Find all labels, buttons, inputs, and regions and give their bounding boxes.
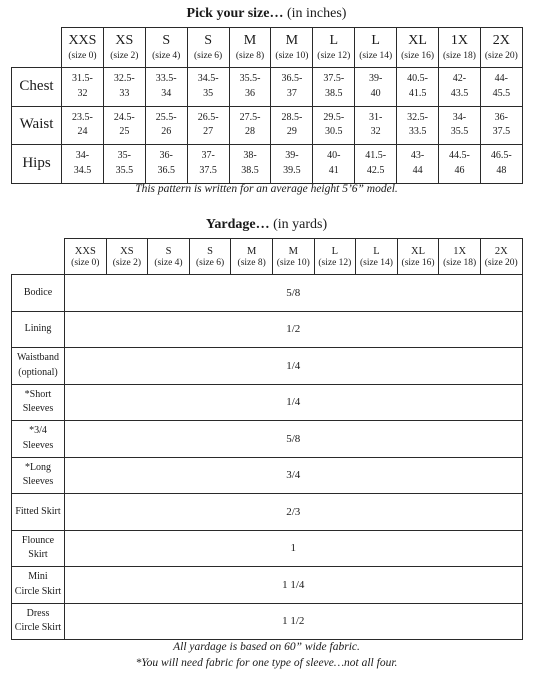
yardage-row <box>12 457 523 494</box>
measurement-range-start: 37.5- <box>323 73 345 85</box>
size-label: 1X <box>453 245 467 257</box>
size-label: XS <box>115 32 134 48</box>
yardage-header-cell <box>65 239 107 275</box>
yardage-row <box>12 530 523 567</box>
size-header-corner <box>12 28 62 68</box>
measurement-cell <box>480 106 522 145</box>
yardage-header-cell <box>272 239 314 275</box>
yardage-row <box>12 567 523 604</box>
measurement-range-end: 43.5 <box>450 87 469 99</box>
size-label: 2X <box>494 245 508 257</box>
garment-piece-label-line: Sleeves <box>22 476 54 488</box>
measurement-cell <box>313 145 355 184</box>
measurement-range-start: 36- <box>159 150 173 162</box>
measurement-range-start: 39- <box>369 73 383 85</box>
measurement-range-end: 38.5 <box>241 164 259 176</box>
yardage-header-cell <box>397 239 439 275</box>
garment-piece-label-line: Bodice <box>23 286 53 298</box>
size-number: (size 14) <box>359 51 393 62</box>
measurement-cell <box>187 106 229 145</box>
size-label: XL <box>411 245 426 257</box>
measurement-range-end: 32 <box>77 87 88 99</box>
garment-piece-label-line: (optional) <box>18 366 58 378</box>
yardage-header-cell <box>439 239 481 275</box>
yardage-header-cell <box>480 239 522 275</box>
measurement-cell <box>103 68 145 107</box>
measurement-cell <box>62 145 104 184</box>
measurement-cell <box>439 145 481 184</box>
measurement-cell <box>62 68 104 107</box>
measurement-range-end: 45.5 <box>492 87 511 99</box>
size-number: (size 2) <box>112 257 141 268</box>
measurement-range-start: 40- <box>327 150 341 162</box>
measurement-range-end: 37 <box>286 87 297 99</box>
measurement-range-start: 32.5- <box>407 111 428 123</box>
yardage-value: 1/4 <box>65 348 523 385</box>
yardage-value: 1 1/2 <box>65 603 523 640</box>
size-header-cell <box>313 28 355 68</box>
measurement-range-start: 39- <box>285 150 299 162</box>
size-label: M <box>243 32 257 48</box>
yardage-note-fabric-width: All yardage is based on 60” wide fabric. <box>173 641 360 653</box>
size-label: XXS <box>74 245 96 257</box>
size-number: (size 6) <box>195 257 225 268</box>
measurement-range-start: 37- <box>201 150 215 162</box>
size-header-cell <box>439 28 481 68</box>
garment-piece-label-line: *3/4 <box>29 425 47 437</box>
garment-piece-label-line: Circle Skirt <box>14 585 62 597</box>
size-number: (size 12) <box>318 257 352 268</box>
yardage-row <box>12 421 523 458</box>
measurement-range-start: 31.5- <box>72 73 93 85</box>
yardage-header-cell <box>106 239 148 275</box>
measurement-cell <box>145 106 187 145</box>
size-header-cell <box>145 28 187 68</box>
size-label: S <box>162 32 171 48</box>
measurement-range-start: 36.5- <box>281 73 303 85</box>
garment-piece-label <box>12 348 65 385</box>
measurement-cell <box>271 145 313 184</box>
size-chart-title: Pick your size… (in inches) <box>186 6 347 21</box>
measurement-range-start: 34- <box>75 150 90 162</box>
garment-piece-label-line: Skirt <box>28 549 48 561</box>
size-label: M <box>285 32 299 48</box>
measurement-cell <box>103 106 145 145</box>
garment-piece-label-line: Circle Skirt <box>14 622 62 634</box>
size-header-cell <box>397 28 439 68</box>
yardage-row <box>12 603 523 640</box>
yardage-value: 1/4 <box>65 384 523 421</box>
measurement-cell <box>62 106 104 145</box>
yardage-row <box>12 348 523 385</box>
yardage-header-cell <box>314 239 356 275</box>
yardage-row <box>12 494 523 531</box>
measurement-range-end: 35.5 <box>450 126 469 138</box>
measurement-range-end: 48 <box>496 164 507 176</box>
size-row-chest <box>12 68 523 107</box>
garment-piece-label-line: Sleeves <box>22 403 54 415</box>
size-number: (size 8) <box>235 51 265 62</box>
size-number: (size 20) <box>484 257 518 268</box>
size-number: (size 4) <box>154 257 183 268</box>
garment-piece-label-line: Fitted Skirt <box>15 505 61 517</box>
size-number: (size 10) <box>276 257 310 268</box>
measurement-range-start: 29.5- <box>323 111 345 123</box>
yardage-row <box>12 275 523 312</box>
yardage-header-corner <box>12 239 65 275</box>
yardage-chart-table <box>11 238 523 640</box>
measurement-label: Hips <box>12 145 62 184</box>
measurement-range-start: 44- <box>494 73 509 85</box>
measurement-range-start: 35.5- <box>239 73 261 85</box>
yardage-header-cell <box>148 239 190 275</box>
size-label: 1X <box>450 32 469 48</box>
size-number: (size 10) <box>275 51 309 62</box>
garment-piece-label-line: Lining <box>24 323 52 334</box>
size-number: (size 16) <box>401 257 435 268</box>
size-label: S <box>165 245 172 257</box>
measurement-range-end: 34.5 <box>73 164 92 176</box>
measurement-range-end: 37.5 <box>199 164 217 176</box>
measurement-range-start: 25.5- <box>155 111 177 123</box>
measurement-range-end: 35.5 <box>115 164 134 176</box>
yardage-header-cell <box>231 239 273 275</box>
measurement-range-start: 35- <box>117 150 131 162</box>
yardage-value: 1 <box>65 530 523 567</box>
garment-piece-label-line: *Short <box>24 388 52 400</box>
measurement-range-end: 33.5 <box>408 126 427 138</box>
measurement-cell <box>187 68 229 107</box>
measurement-range-end: 37.5 <box>492 126 511 138</box>
measurement-cell <box>271 68 313 107</box>
measurement-cell <box>439 106 481 145</box>
measurement-cell <box>355 145 397 184</box>
size-row-hips <box>12 145 523 184</box>
size-header-cell <box>187 28 229 68</box>
measurement-range-start: 34.5- <box>197 73 219 85</box>
size-number: (size 4) <box>152 51 181 62</box>
size-label: L <box>329 32 339 48</box>
size-number: (size 14) <box>359 257 393 268</box>
measurement-range-end: 40 <box>370 87 381 99</box>
measurement-cell <box>439 68 481 107</box>
measurement-cell <box>271 106 313 145</box>
garment-piece-label <box>12 384 65 421</box>
measurement-range-start: 31- <box>369 111 383 123</box>
measurement-range-end: 33 <box>119 87 130 99</box>
size-number: (size 0) <box>71 257 100 268</box>
measurement-range-end: 30.5 <box>325 126 343 138</box>
measurement-range-end: 35 <box>203 87 214 99</box>
size-label: L <box>331 245 339 257</box>
measurement-cell <box>145 145 187 184</box>
measurement-cell <box>355 106 397 145</box>
size-number: (size 2) <box>110 51 139 62</box>
measurement-cell <box>103 145 145 184</box>
measurement-range-start: 27.5- <box>239 111 261 123</box>
garment-piece-label <box>12 603 65 640</box>
size-number: (size 0) <box>68 51 97 62</box>
measurement-range-start: 36- <box>494 111 509 123</box>
measurement-range-end: 28 <box>245 126 255 138</box>
measurement-range-start: 24.5- <box>113 111 135 123</box>
measurement-range-start: 42- <box>452 73 467 85</box>
measurement-range-end: 41.5 <box>408 87 427 99</box>
yardage-note-sleeve: *You will need fabric for one type of sleeve…not all four. <box>135 657 398 669</box>
yardage-header-row <box>12 239 523 275</box>
size-header-cell <box>103 28 145 68</box>
measurement-range-end: 25 <box>119 126 130 138</box>
garment-piece-label-line: Dress <box>26 607 50 619</box>
garment-piece-label-line: Mini <box>28 571 48 583</box>
size-number: (size 18) <box>442 51 476 62</box>
measurement-cell <box>229 68 271 107</box>
garment-piece-label <box>12 494 65 531</box>
measurement-cell <box>313 106 355 145</box>
measurement-range-start: 38- <box>243 150 257 162</box>
measurement-range-end: 34 <box>161 87 172 99</box>
measurement-range-start: 34- <box>452 111 467 123</box>
measurement-range-end: 24 <box>77 126 88 138</box>
measurement-range-start: 28.5- <box>281 111 303 123</box>
garment-piece-label-line: Sleeves <box>22 439 54 451</box>
size-row-waist <box>12 106 523 145</box>
measurement-range-end: 29 <box>286 126 297 138</box>
measurement-range-end: 26 <box>161 126 172 138</box>
yardage-header-cell <box>189 239 231 275</box>
measurement-cell <box>355 68 397 107</box>
measurement-range-start: 32.5- <box>113 73 135 85</box>
measurement-cell <box>229 106 271 145</box>
garment-piece-label <box>12 311 65 348</box>
yardage-value: 1/2 <box>65 311 523 348</box>
garment-piece-label <box>12 530 65 567</box>
measurement-range-end: 46 <box>454 164 465 176</box>
measurement-cell <box>480 68 522 107</box>
measurement-range-end: 39.5 <box>283 164 301 176</box>
measurement-cell <box>145 68 187 107</box>
size-number: (size 8) <box>237 257 266 268</box>
size-number: (size 20) <box>484 51 518 62</box>
measurement-cell <box>480 145 522 184</box>
measurement-range-end: 27 <box>203 126 214 138</box>
size-label: 2X <box>492 32 510 48</box>
size-header-cell <box>62 28 104 68</box>
measurement-range-end: 36 <box>245 87 255 99</box>
garment-piece-label <box>12 457 65 494</box>
size-header-row <box>12 28 523 68</box>
size-number: (size 18) <box>443 257 477 268</box>
size-label: XS <box>120 245 134 257</box>
measurement-range-start: 33.5- <box>155 73 177 85</box>
garment-piece-label <box>12 421 65 458</box>
measurement-range-start: 41.5- <box>365 150 387 162</box>
size-chart-table <box>11 27 523 184</box>
measurement-cell <box>397 106 439 145</box>
measurement-cell <box>313 68 355 107</box>
garment-piece-label-line: *Long <box>24 461 52 473</box>
measurement-range-end: 44 <box>412 164 423 176</box>
measurement-range-start: 26.5- <box>197 111 219 123</box>
measurement-cell <box>229 145 271 184</box>
yardage-row <box>12 311 523 348</box>
garment-piece-label-line: Waistband <box>17 352 59 364</box>
garment-piece-label <box>12 275 65 312</box>
yardage-value: 3/4 <box>65 457 523 494</box>
size-label: L <box>373 245 380 257</box>
size-chart-note: This pattern is written for an average height 5’6” model. <box>135 183 398 195</box>
size-number: (size 6) <box>194 51 223 62</box>
garment-piece-label <box>12 567 65 604</box>
size-header-cell <box>355 28 397 68</box>
measurement-range-start: 23.5- <box>72 111 93 123</box>
size-label: S <box>207 245 213 257</box>
yardage-row <box>12 384 523 421</box>
measurement-cell <box>397 68 439 107</box>
yardage-value: 5/8 <box>65 275 523 312</box>
yardage-chart-title: Yardage… (in yards) <box>205 217 328 232</box>
measurement-range-start: 40.5- <box>407 73 428 85</box>
size-label: XL <box>408 32 427 48</box>
measurement-range-end: 42.5 <box>366 164 385 176</box>
size-label: XXS <box>68 32 97 48</box>
measurement-range-start: 43- <box>410 150 425 162</box>
size-label: M <box>247 245 257 257</box>
yardage-value: 1 1/4 <box>65 567 523 604</box>
measurement-range-start: 46.5- <box>490 150 512 162</box>
size-label: M <box>288 245 298 257</box>
size-number: (size 12) <box>317 51 351 62</box>
measurement-range-end: 41 <box>328 164 339 176</box>
measurement-cell <box>187 145 229 184</box>
yardage-value: 5/8 <box>65 421 523 458</box>
size-header-cell <box>271 28 313 68</box>
measurement-label: Waist <box>12 106 62 145</box>
measurement-range-end: 36.5 <box>157 164 175 176</box>
measurement-range-end: 38.5 <box>325 87 343 99</box>
yardage-value: 2/3 <box>65 494 523 531</box>
size-label: S <box>204 32 213 48</box>
size-number: (size 16) <box>401 51 435 62</box>
measurement-label: Chest <box>12 68 62 107</box>
measurement-cell <box>397 145 439 184</box>
size-header-cell <box>480 28 522 68</box>
size-header-cell <box>229 28 271 68</box>
garment-piece-label-line: Flounce <box>21 534 55 546</box>
yardage-header-cell <box>356 239 398 275</box>
measurement-range-end: 32 <box>370 126 381 138</box>
measurement-range-start: 44.5- <box>449 150 470 162</box>
size-label: L <box>371 32 380 48</box>
